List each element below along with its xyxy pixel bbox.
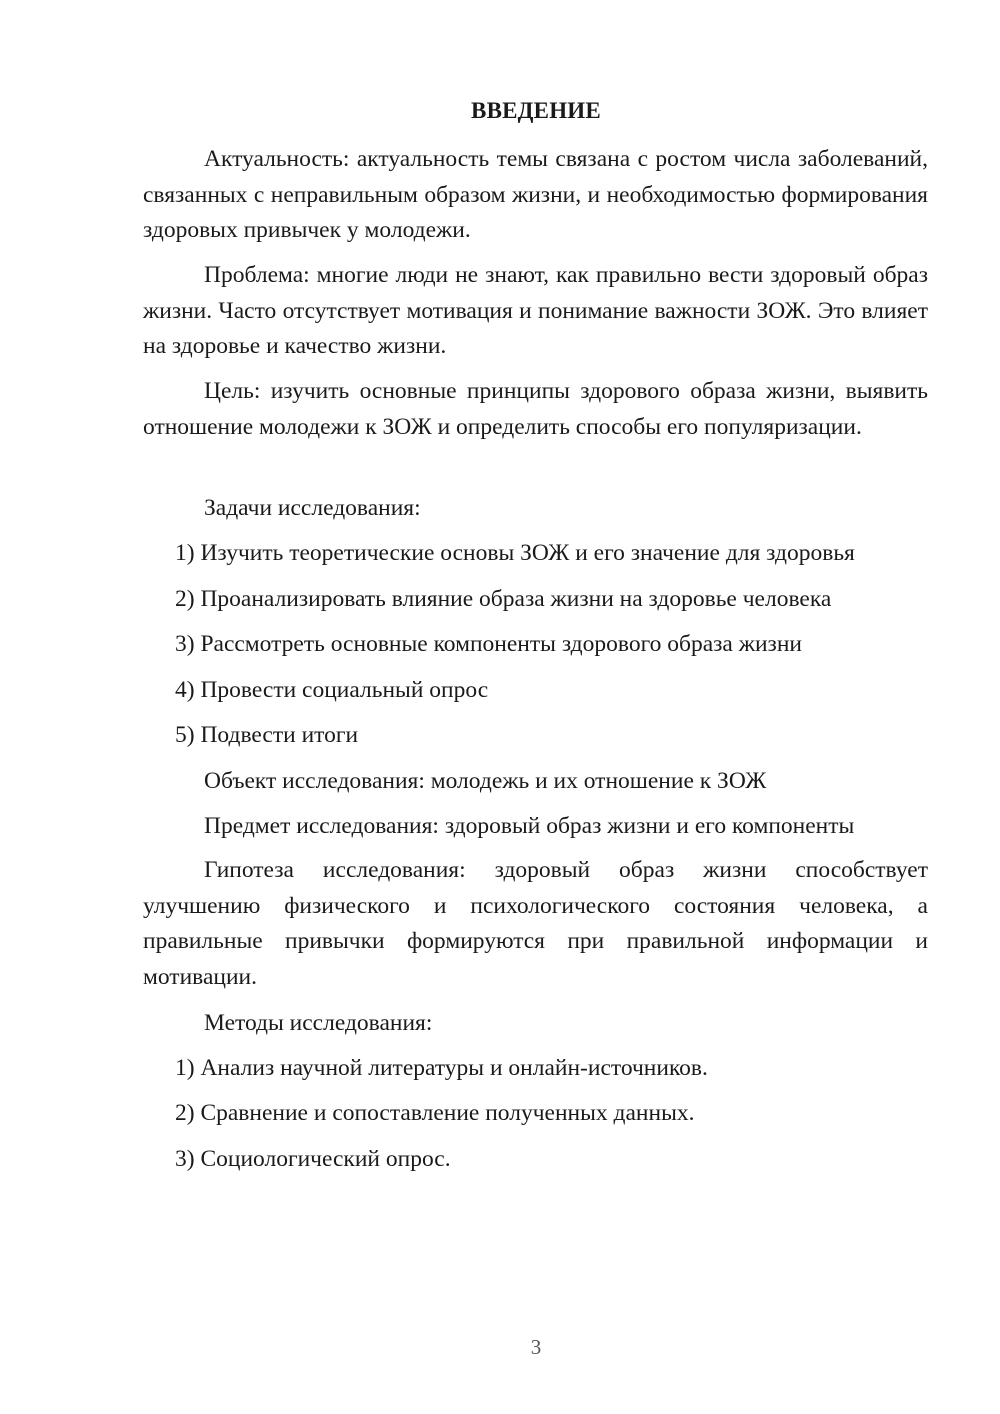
research-subject: Предмет исследования: здоровый образ жизни и его компоненты [204,813,855,839]
list-item: 5) Подвести итоги [175,722,359,748]
list-item: 3) Социологический опрос. [175,1146,451,1172]
methods-heading: Методы исследования: [204,1010,433,1036]
problem-paragraph: Проблема: многие люди не знают, как правильно вести здоровый образ жизни. Часто отсутствует мотивация и понимание важности ЗОЖ. Это влияет на здоровье и качество жизни. [143,262,928,359]
relevance-paragraph: Актуальность: актуальность темы связана с ростом числа заболеваний, связанных с неправильным образом жизни, и необходимостью формирования здоровых привычек у молодежи. [143,146,928,243]
list-item: 4) Провести социальный опрос [175,677,489,703]
list-item: 1) Изучить теоретические основы ЗОЖ и его значение для здоровья [175,540,855,566]
section-heading: ВВЕДЕНИЕ [471,98,601,123]
page-number: 3 [530,1335,542,1359]
goal-paragraph: Цель: изучить основные принципы здорового образа жизни, выявить отношение молодежи к ЗОЖ и определить способы его популяризации. [143,378,928,440]
tasks-heading: Задачи исследования: [204,495,421,521]
hypothesis-paragraph: Гипотеза исследования: здоровый образ жизни способствует улучшению физического и психологического состояния человека, а правильные привычки формируются при правильной информации и мотивации. [143,857,928,990]
list-item: 1) Анализ научной литературы и онлайн-источников. [175,1055,708,1081]
list-item: 2) Сравнение и сопоставление полученных данных. [175,1100,695,1126]
list-item: 2) Проанализировать влияние образа жизни на здоровье человека [175,586,832,612]
list-item: 3) Рассмотреть основные компоненты здорового образа жизни [175,631,802,657]
research-object: Объект исследования: молодежь и их отношение к ЗОЖ [204,768,767,794]
